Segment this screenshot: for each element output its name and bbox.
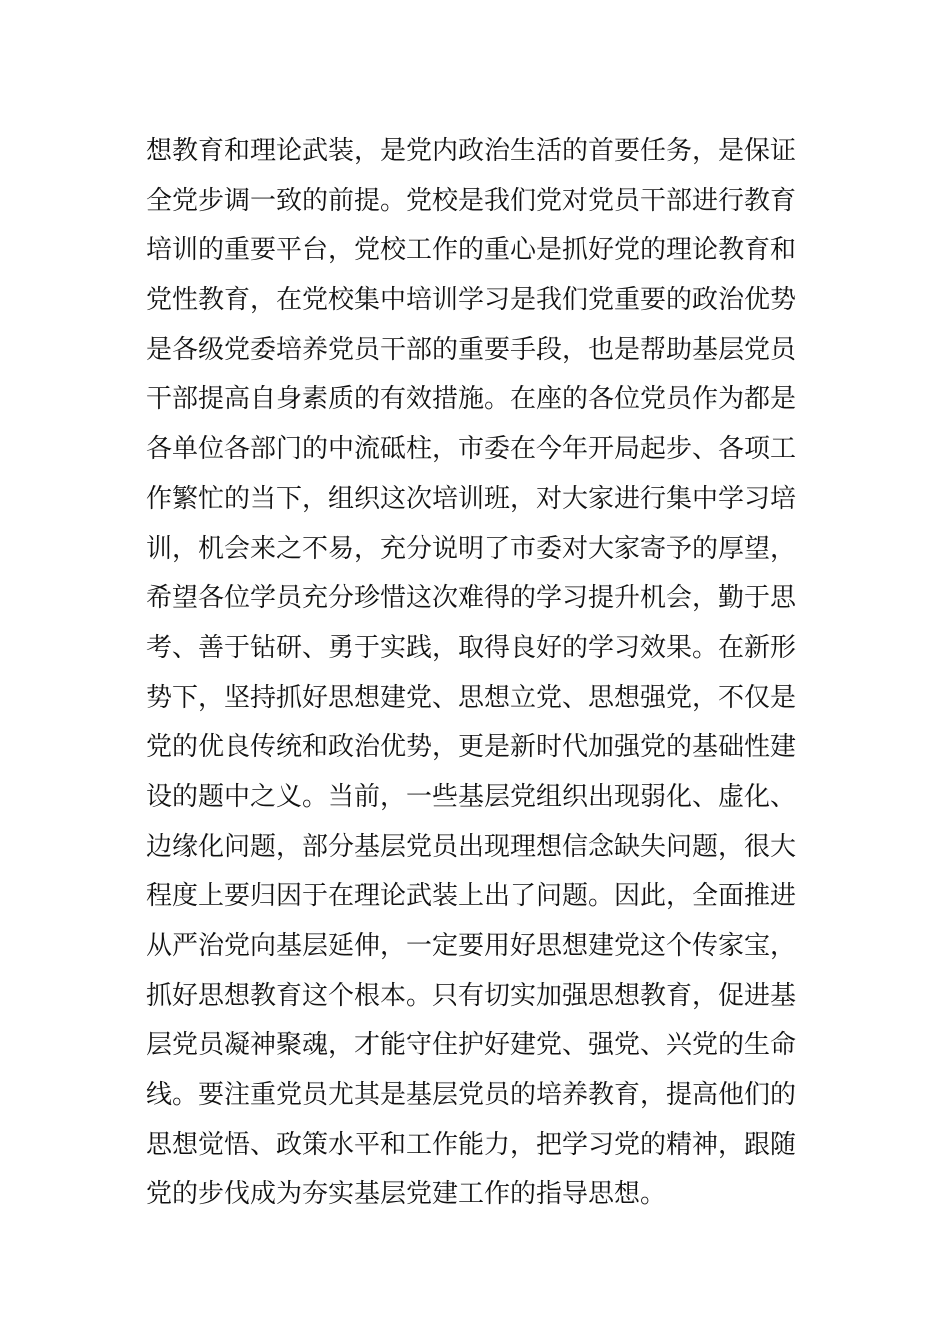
text-line: 训，机会来之不易，充分说明了市委对大家寄予的厚望， xyxy=(146,533,797,564)
text-line: 党的优良传统和政治优势，更是新时代加强党的基础性建 xyxy=(146,732,797,763)
text-line: 各单位各部门的中流砥柱，市委在今年开局起步、各项工 xyxy=(146,434,797,465)
text-line: 是各级党委培养党员干部的重要手段，也是帮助基层党员 xyxy=(146,334,797,365)
text-line: 从严治党向基层延伸，一定要用好思想建党这个传家宝， xyxy=(146,931,797,961)
text-line: 党的步伐成为夯实基层党建工作的指导思想。 xyxy=(146,1179,667,1210)
text-line: 思想觉悟、政策水平和工作能力，把学习党的精神，跟随 xyxy=(146,1129,797,1160)
text-line: 线。要注重党员尤其是基层党员的培养教育，提高他们的 xyxy=(146,1080,797,1111)
text-line: 培训的重要平台，党校工作的重心是抓好党的理论教育和 xyxy=(146,235,797,266)
text-line: 考、善于钻研、勇于实践，取得良好的学习效果。在新形 xyxy=(146,632,797,663)
body-text xyxy=(146,127,826,1220)
text-line: 党性教育，在党校集中培训学习是我们党重要的政治优势 xyxy=(146,285,797,316)
text-line: 程度上要归因于在理论武装上出了问题。因此，全面推进 xyxy=(146,881,797,912)
text-line: 干部提高自身素质的有效措施。在座的各位党员作为都是 xyxy=(146,384,797,415)
text-line: 作繁忙的当下，组织这次培训班，对大家进行集中学习培 xyxy=(146,483,797,514)
text-line: 边缘化问题，部分基层党员出现理想信念缺失问题，很大 xyxy=(146,831,797,862)
text-line: 希望各位学员充分珍惜这次难得的学习提升机会，勤于思 xyxy=(146,583,797,614)
text-line: 势下，坚持抓好思想建党、思想立党、思想强党，不仅是 xyxy=(146,682,797,713)
text-line: 全党步调一致的前提。党校是我们党对党员干部进行教育 xyxy=(146,185,797,216)
text-line: 层党员凝神聚魂，才能守住护好建党、强党、兴党的生命 xyxy=(146,1030,797,1061)
text-line: 抓好思想教育这个根本。只有切实加强思想教育，促进基 xyxy=(146,980,797,1011)
text-line: 设的题中之义。当前，一些基层党组织出现弱化、虚化、 xyxy=(146,781,797,812)
text-line: 想教育和理论武装，是党内政治生活的首要任务，是保证 xyxy=(146,136,797,166)
